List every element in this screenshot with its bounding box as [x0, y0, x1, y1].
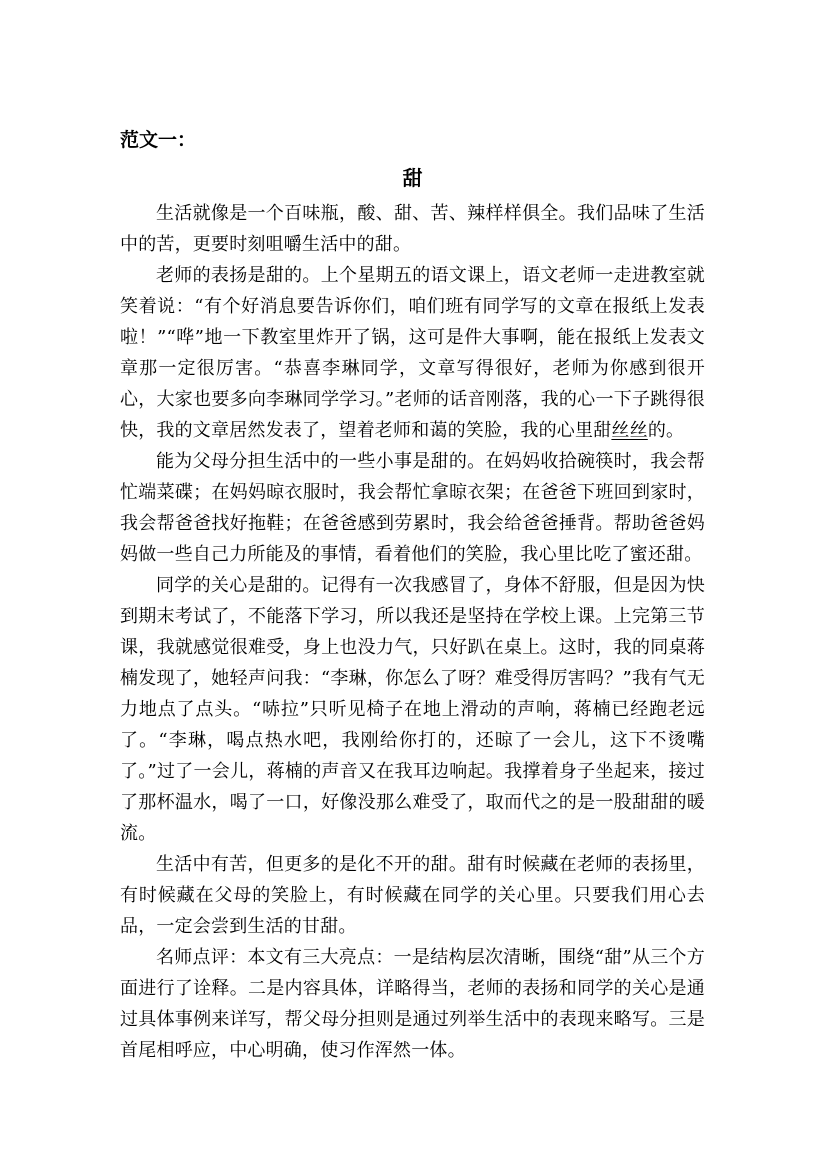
- paragraph-intro: 生活就像是一个百味瓶，酸、甜、苦、辣样样俱全。我们品味了生活中的苦，更要时刻咀嚼生活中的甜。: [120, 203, 705, 255]
- paragraph-segment: 老师的表扬是甜的。上个星期五的语文课上，语文老师一走进教室就笑着说：“有个好消息要告诉你们，咱们班有同学写的文章在报纸上发表啦！”“哗”地一下教室里炸开了锅，这可是件大事啊，能在报纸上发表文章那一定很厉害。“恭喜李琳同学，文章写得很好，老师为你感到很开心，大家也要多向李琳同学学习。”老师的话音刚落，我的心一下子跳得很快，我的文章居然发表了，望着老师和蔼的笑脸，我的心里甜: [120, 265, 705, 441]
- paragraph-classmate-care: 同学的关心是甜的。记得有一次我感冒了，身体不舒服，但是因为快到期末考试了，不能落下学习，所以我还是坚持在学校上课。上完第三节课，我就感觉很难受，身上也没力气，只好趴在桌上。这时，我的同桌蒋楠发现了，她轻声问我：“李琳，你怎么了呀？难受得厉害吗？”我有气无力地点了点头。“哧拉”只听见椅子在地上滑动的声响，蒋楠已经跑老远了。“李琳，喝点热水吧，我刚给你打的，还晾了一会儿，这下不烫嘴了。”过了一会儿，蒋楠的声音又在我耳边响起。我撑着身子坐起来，接过了那杯温水，喝了一口，好像没那么难受了，取而代之的是一股甜甜的暖流。: [120, 575, 705, 844]
- paragraph-conclusion: 生活中有苦，但更多的是化不开的甜。甜有时候藏在老师的表扬里，有时候藏在父母的笑脸上，有时候藏在同学的关心里。只要我们用心去品，一定会尝到生活的甘甜。: [120, 854, 705, 937]
- essay-title: 甜: [402, 166, 423, 190]
- section-label: 范文一：: [120, 129, 197, 151]
- paragraph-teacher-comment: 名师点评：本文有三大亮点：一是结构层次清晰，围绕“甜”从三个方面进行了诠释。二是内容具体，详略得当，老师的表扬和同学的关心是通过具体事例来详写，帮父母分担则是通过列举生活中的表现来略写。三是首尾相呼应，中心明确，使习作浑然一体。: [120, 947, 705, 1061]
- paragraph-teacher-praise: [120, 260, 705, 446]
- paragraph-helping-parents: 能为父母分担生活中的一些小事是甜的。在妈妈收拾碗筷时，我会帮忙端菜碟；在妈妈晾衣服时，我会帮忙拿晾衣架；在爸爸下班回到家时，我会帮爸爸找好拖鞋；在爸爸感到劳累时，我会给爸爸捶背。帮助爸爸妈妈做一些自己力所能及的事情，看着他们的笑脸，我心里比吃了蜜还甜。: [120, 451, 705, 565]
- paragraph-segment: 的。: [647, 420, 685, 441]
- underlined-text: 丝丝: [611, 420, 648, 441]
